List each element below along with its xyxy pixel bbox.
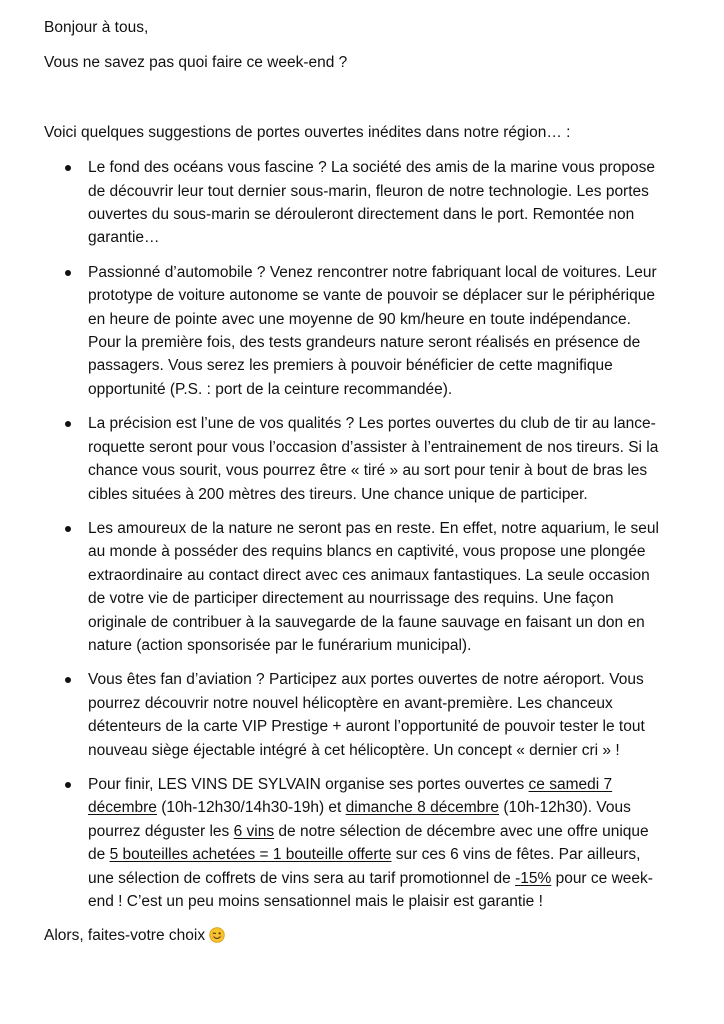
wine-date-sunday: dimanche 8 décembre (345, 799, 500, 817)
wine-text-3: (10h-12h30). Vous pourrez déguster les (88, 799, 631, 840)
closing-text: Alors, faites-votre choix (44, 927, 206, 945)
wine-offer: 5 bouteilles achetées = 1 bouteille offerte (109, 846, 392, 864)
intro-line: Voici quelques suggestions de portes ouvertes inédites dans notre région… : (44, 123, 571, 141)
list-item-automobile: Passionné d’automobile ? Venez rencontrer notre fabriquant local de voitures. Leur prototype de voiture autonome se vante de pouvoir se déplacer sur le périphérique en heure de pointe avec une moyenne de 90 km/heure en toute indépendance. Pour la première fois, des tests grandeurs nature seront réalisés en présence de passagers. Vous serez les premiers à pouvoir bénéficier de cette magnifique opportunité (P.S. : port de la ceinture recommandée). (88, 261, 664, 401)
greeting: Bonjour à tous, (44, 19, 149, 36)
winking-face-icon (209, 927, 225, 943)
wine-count: 6 vins (233, 822, 275, 840)
wine-discount: -15% (515, 869, 552, 887)
closing-line (44, 924, 664, 947)
list-item-aviation: Vous êtes fan d’aviation ? Participez aux portes ouvertes de notre aéroport. Vous pourrez découvrir notre nouvel hélicoptère en avant-première. Les chanceux détenteurs de la carte VIP Prestige + auront l’opportunité de pouvoir tester le tout nouveau siège éjectable intégré à cet hélicoptère. Un concept « dernier cri » ! (88, 668, 664, 762)
wine-text-5: sur ces 6 vins de fêtes. Par ailleurs, une sélection de coffrets de vins sera au tarif promotionnel de (88, 846, 641, 887)
list-item-aquarium: Les amoureux de la nature ne seront pas en reste. En effet, notre aquarium, le seul au monde à posséder des requins blancs en captivité, vous propose une plongée extraordinaire au contact direct avec ces animaux fantastiques. La seule occasion de votre vie de participer directement au nourrissage des requins. Une façon originale de contribuer à la sauvegarde de la faune sauvage en faisant un don en nature (action sponsorisée par le funérarium municipal). (88, 517, 664, 657)
wine-text-4: de notre sélection de décembre avec une offre unique de (88, 822, 649, 864)
wine-text-1: Pour finir, LES VINS DE SYLVAIN organise ses portes ouvertes (88, 775, 529, 793)
list-item-submarine: Le fond des océans vous fascine ? La société des amis de la marine vous propose de découvrir leur tout dernier sous-marin, fleuron de notre technologie. Les portes ouvertes du sous-marin se dérouleront directement dans le port. Remontée non garantie… (88, 156, 664, 250)
wine-text-6: pour ce week-end ! C’est un peu moins sensationnel mais le plaisir est garantie ! (88, 869, 653, 910)
suggestions-list (44, 156, 664, 913)
wine-date-saturday: ce samedi 7 décembre (88, 775, 613, 817)
wine-text-2: (10h-12h30/14h30-19h) et (156, 799, 346, 817)
list-item-wine-open-days (88, 773, 664, 913)
question-line: Vous ne savez pas quoi faire ce week-end ? (44, 54, 348, 72)
list-item-rocket-club: La précision est l’une de vos qualités ? Les portes ouvertes du club de tir au lance-roquette seront pour vous l’occasion d’assister à l’entrainement de nos tireurs. Si la chance vous sourit, vous pourrez être « tiré » au sort pour tenir à bout de bras les cibles situées à 200 mètres des tireurs. Une chance unique de participer. (88, 412, 664, 506)
